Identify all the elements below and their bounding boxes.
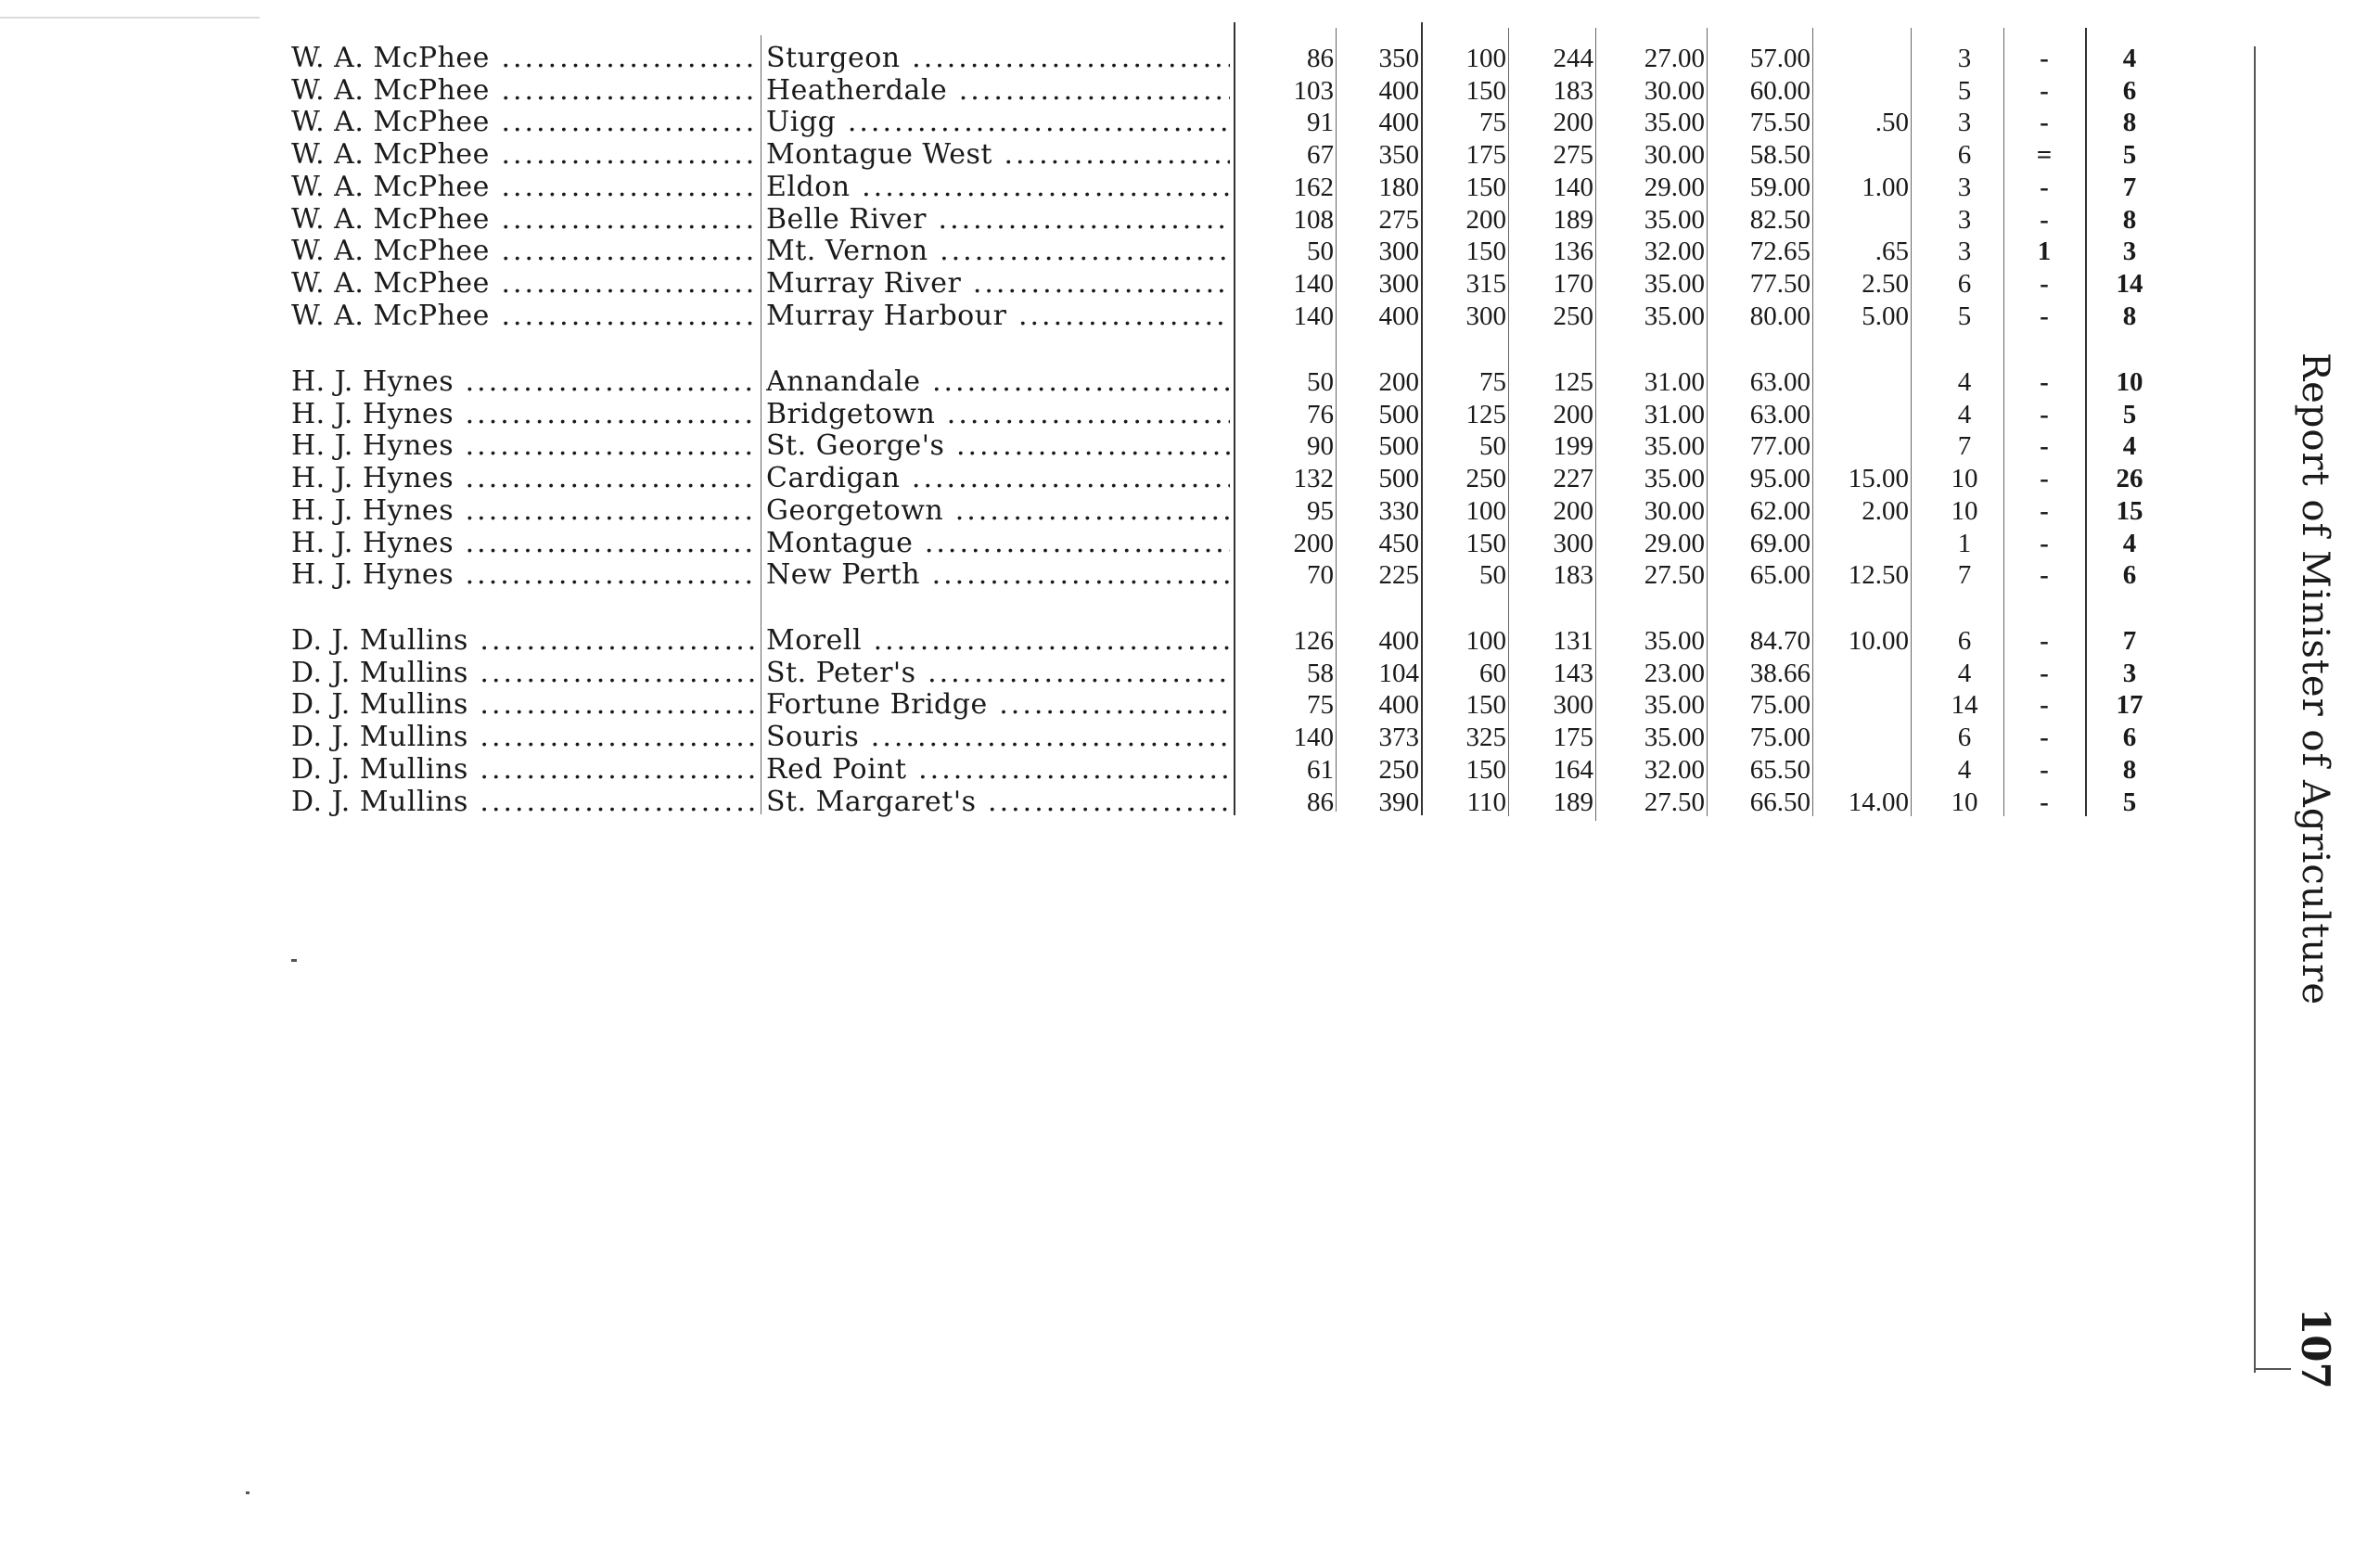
cell-c1: 58 bbox=[1307, 659, 1334, 688]
table-row bbox=[0, 172, 2380, 203]
cell-c2: 373 bbox=[1378, 723, 1419, 752]
cell-c10: 17 bbox=[2116, 690, 2143, 720]
cell-c6: 63.00 bbox=[1749, 400, 1811, 429]
cell-c7: 14.00 bbox=[1848, 787, 1909, 817]
cell-c1: 86 bbox=[1307, 44, 1334, 73]
cell-c6: 58.50 bbox=[1749, 140, 1811, 170]
table-row bbox=[0, 204, 2380, 236]
cell-c4: 300 bbox=[1553, 690, 1593, 720]
cell-c6: 62.00 bbox=[1749, 496, 1811, 526]
cell-c8: 4 bbox=[1957, 400, 1972, 429]
cell-c9: - bbox=[2040, 301, 2049, 331]
place-name: Eldon ..... bbox=[766, 172, 1230, 203]
place-name: Montague West ..... bbox=[766, 139, 1230, 171]
column-rule bbox=[2003, 28, 2004, 816]
cell-c9: - bbox=[2040, 205, 2049, 235]
cell-c3: 315 bbox=[1465, 269, 1506, 299]
column-rule bbox=[2085, 28, 2087, 816]
cell-c7: 5.00 bbox=[1862, 301, 1909, 331]
cell-c2: 350 bbox=[1378, 44, 1419, 73]
cell-c8: 3 bbox=[1957, 108, 1972, 137]
cell-c9: - bbox=[2040, 269, 2049, 299]
place-name: Annandale ..... bbox=[766, 366, 1230, 398]
cell-c10: 5 bbox=[2122, 140, 2137, 170]
inspector-name: W. A. McPhee ..... bbox=[291, 236, 755, 267]
column-rule bbox=[1234, 22, 1235, 815]
cell-c9: - bbox=[2040, 755, 2049, 785]
place-name: Mt. Vernon ..... bbox=[766, 236, 1230, 267]
inspector-name: H. J. Hynes ..... bbox=[291, 463, 755, 494]
table-row bbox=[0, 689, 2380, 721]
cell-c7: .65 bbox=[1875, 237, 1909, 266]
cell-c7: 2.00 bbox=[1862, 496, 1909, 526]
cell-c3: 150 bbox=[1465, 173, 1506, 202]
cell-c5: 30.00 bbox=[1644, 76, 1705, 106]
cell-c4: 136 bbox=[1553, 237, 1593, 266]
place-name: St. Peter's ..... bbox=[766, 658, 1230, 689]
cell-c6: 84.70 bbox=[1749, 626, 1811, 656]
cell-c6: 38.66 bbox=[1749, 659, 1811, 688]
cell-c2: 500 bbox=[1378, 400, 1419, 429]
cell-c5: 35.00 bbox=[1644, 723, 1705, 752]
cell-c5: 35.00 bbox=[1644, 108, 1705, 137]
cell-c7: 1.00 bbox=[1862, 173, 1909, 202]
cell-c1: 50 bbox=[1307, 367, 1334, 397]
cell-c6: 57.00 bbox=[1749, 44, 1811, 73]
cell-c1: 95 bbox=[1307, 496, 1334, 526]
table-row bbox=[0, 139, 2380, 171]
place-name: Souris ..... bbox=[766, 722, 1230, 753]
cell-c3: 110 bbox=[1466, 787, 1506, 817]
cell-c5: 35.00 bbox=[1644, 431, 1705, 461]
place-name: Uigg ..... bbox=[766, 107, 1230, 138]
place-name: Morell ..... bbox=[766, 625, 1230, 657]
inspector-name: D. J. Mullins ..... bbox=[291, 625, 755, 657]
cell-c4: 131 bbox=[1553, 626, 1593, 656]
cell-c8: 10 bbox=[1951, 496, 1978, 526]
cell-c3: 50 bbox=[1479, 431, 1506, 461]
cell-c9: - bbox=[2040, 44, 2049, 73]
cell-c2: 300 bbox=[1378, 269, 1419, 299]
cell-c10: 6 bbox=[2122, 76, 2137, 106]
cell-c1: 90 bbox=[1307, 431, 1334, 461]
cell-c6: 65.50 bbox=[1749, 755, 1811, 785]
cell-c3: 150 bbox=[1465, 690, 1506, 720]
cell-c7: 10.00 bbox=[1848, 626, 1909, 656]
place-name: Montague ..... bbox=[766, 528, 1230, 559]
cell-c8: 4 bbox=[1957, 755, 1972, 785]
inspector-name: H. J. Hynes ..... bbox=[291, 559, 755, 591]
cell-c6: 77.00 bbox=[1749, 431, 1811, 461]
running-title: Report of Minister of Agriculture bbox=[2294, 352, 2336, 1005]
cell-c2: 250 bbox=[1378, 755, 1419, 785]
table-row bbox=[0, 625, 2380, 657]
cell-c6: 75.00 bbox=[1749, 690, 1811, 720]
cell-c5: 35.00 bbox=[1644, 690, 1705, 720]
cell-c3: 150 bbox=[1465, 237, 1506, 266]
cell-c2: 350 bbox=[1378, 140, 1419, 170]
cell-c3: 100 bbox=[1465, 626, 1506, 656]
place-name: Georgetown ..... bbox=[766, 495, 1230, 527]
cell-c5: 35.00 bbox=[1644, 301, 1705, 331]
cell-c5: 35.00 bbox=[1644, 205, 1705, 235]
cell-c4: 170 bbox=[1553, 269, 1593, 299]
table-row bbox=[0, 559, 2380, 591]
cell-c3: 100 bbox=[1465, 44, 1506, 73]
cell-c8: 3 bbox=[1957, 44, 1972, 73]
cell-c5: 23.00 bbox=[1644, 659, 1705, 688]
cell-c10: 6 bbox=[2122, 560, 2137, 590]
cell-c2: 400 bbox=[1378, 76, 1419, 106]
cell-c10: 10 bbox=[2116, 367, 2143, 397]
cell-c1: 140 bbox=[1293, 723, 1334, 752]
column-rule bbox=[1812, 28, 1813, 816]
cell-c10: 7 bbox=[2122, 626, 2137, 656]
cell-c9: - bbox=[2040, 659, 2049, 688]
cell-c4: 200 bbox=[1553, 400, 1593, 429]
place-name: Heatherdale ..... bbox=[766, 75, 1230, 107]
cell-c8: 6 bbox=[1957, 723, 1972, 752]
place-name: Cardigan ..... bbox=[766, 463, 1230, 494]
cell-c1: 103 bbox=[1293, 76, 1334, 106]
cell-c6: 59.00 bbox=[1749, 173, 1811, 202]
cell-c8: 5 bbox=[1957, 76, 1972, 106]
inspector-name: D. J. Mullins ..... bbox=[291, 689, 755, 721]
cell-c2: 104 bbox=[1378, 659, 1419, 688]
place-name: Sturgeon ..... bbox=[766, 43, 1230, 74]
cell-c3: 150 bbox=[1465, 76, 1506, 106]
cell-c4: 175 bbox=[1553, 723, 1593, 752]
table-row bbox=[0, 528, 2380, 559]
page-number: 107 bbox=[2293, 1308, 2338, 1389]
cell-c4: 199 bbox=[1553, 431, 1593, 461]
cell-c3: 175 bbox=[1465, 140, 1506, 170]
cell-c3: 60 bbox=[1479, 659, 1506, 688]
cell-c6: 80.00 bbox=[1749, 301, 1811, 331]
inspector-name: D. J. Mullins ..... bbox=[291, 722, 755, 753]
inspector-name: H. J. Hynes ..... bbox=[291, 430, 755, 462]
cell-c6: 69.00 bbox=[1749, 529, 1811, 558]
inspector-name: W. A. McPhee ..... bbox=[291, 139, 755, 171]
cell-c2: 400 bbox=[1378, 301, 1419, 331]
cell-c1: 70 bbox=[1307, 560, 1334, 590]
cell-c1: 200 bbox=[1293, 529, 1334, 558]
cell-c3: 75 bbox=[1479, 108, 1506, 137]
cell-c6: 75.50 bbox=[1749, 108, 1811, 137]
inspector-name: H. J. Hynes ..... bbox=[291, 366, 755, 398]
place-name: New Perth ..... bbox=[766, 559, 1230, 591]
cell-c9: - bbox=[2040, 787, 2049, 817]
cell-c2: 300 bbox=[1378, 237, 1419, 266]
cell-c10: 8 bbox=[2122, 755, 2137, 785]
cell-c1: 162 bbox=[1293, 173, 1334, 202]
table-row bbox=[0, 430, 2380, 462]
cell-c3: 150 bbox=[1465, 529, 1506, 558]
table-row bbox=[0, 236, 2380, 267]
cell-c8: 10 bbox=[1951, 787, 1978, 817]
place-name: Fortune Bridge ..... bbox=[766, 689, 1230, 721]
cell-c1: 132 bbox=[1293, 464, 1334, 493]
cell-c6: 95.00 bbox=[1749, 464, 1811, 493]
cell-c10: 8 bbox=[2122, 205, 2137, 235]
cell-c10: 15 bbox=[2116, 496, 2143, 526]
table-row bbox=[0, 399, 2380, 430]
cell-c4: 244 bbox=[1553, 44, 1593, 73]
column-rule bbox=[1911, 28, 1912, 816]
cell-c2: 225 bbox=[1378, 560, 1419, 590]
cell-c5: 31.00 bbox=[1644, 367, 1705, 397]
cell-c8: 3 bbox=[1957, 237, 1972, 266]
cell-c7: 15.00 bbox=[1848, 464, 1909, 493]
cell-c10: 5 bbox=[2122, 787, 2137, 817]
cell-c9: - bbox=[2040, 690, 2049, 720]
cell-c4: 183 bbox=[1553, 560, 1593, 590]
cell-c8: 4 bbox=[1957, 659, 1972, 688]
cell-c5: 32.00 bbox=[1644, 755, 1705, 785]
cell-c10: 4 bbox=[2122, 44, 2137, 73]
cell-c10: 26 bbox=[2116, 464, 2143, 493]
cell-c9: = bbox=[2036, 140, 2053, 170]
cell-c9: - bbox=[2040, 496, 2049, 526]
cell-c9: - bbox=[2040, 529, 2049, 558]
cell-c9: - bbox=[2040, 367, 2049, 397]
cell-c10: 4 bbox=[2122, 529, 2137, 558]
cell-c3: 325 bbox=[1465, 723, 1506, 752]
column-rule bbox=[1707, 28, 1708, 816]
cell-c3: 50 bbox=[1479, 560, 1506, 590]
table-row bbox=[0, 75, 2380, 107]
place-name: Bridgetown ..... bbox=[766, 399, 1230, 430]
cell-c1: 61 bbox=[1307, 755, 1334, 785]
cell-c6: 65.00 bbox=[1749, 560, 1811, 590]
place-name: Red Point ..... bbox=[766, 754, 1230, 786]
cell-c6: 75.00 bbox=[1749, 723, 1811, 752]
cell-c4: 275 bbox=[1553, 140, 1593, 170]
place-name: St. Margaret's ..... bbox=[766, 787, 1230, 818]
table-row bbox=[0, 366, 2380, 398]
cell-c9: - bbox=[2040, 723, 2049, 752]
cell-c8: 6 bbox=[1957, 269, 1972, 299]
table-row bbox=[0, 43, 2380, 74]
cell-c3: 150 bbox=[1465, 755, 1506, 785]
table-row bbox=[0, 495, 2380, 527]
cell-c9: - bbox=[2040, 431, 2049, 461]
inspector-name: W. A. McPhee ..... bbox=[291, 204, 755, 236]
cell-c10: 8 bbox=[2122, 108, 2137, 137]
cell-c6: 63.00 bbox=[1749, 367, 1811, 397]
cell-c4: 143 bbox=[1553, 659, 1593, 688]
cell-c10: 14 bbox=[2116, 269, 2143, 299]
cell-c9: - bbox=[2040, 400, 2049, 429]
place-name: Murray River ..... bbox=[766, 268, 1230, 300]
cell-c5: 30.00 bbox=[1644, 496, 1705, 526]
cell-c7: .50 bbox=[1875, 108, 1909, 137]
table-row bbox=[0, 754, 2380, 786]
inspector-name: H. J. Hynes ..... bbox=[291, 495, 755, 527]
cell-c9: - bbox=[2040, 464, 2049, 493]
cell-c1: 50 bbox=[1307, 237, 1334, 266]
cell-c2: 200 bbox=[1378, 367, 1419, 397]
inspector-name: W. A. McPhee ..... bbox=[291, 43, 755, 74]
cell-c3: 125 bbox=[1465, 400, 1506, 429]
cell-c5: 35.00 bbox=[1644, 626, 1705, 656]
cell-c4: 183 bbox=[1553, 76, 1593, 106]
cell-c3: 75 bbox=[1479, 367, 1506, 397]
cell-c5: 29.00 bbox=[1644, 173, 1705, 202]
cell-c10: 3 bbox=[2122, 659, 2137, 688]
cell-c10: 7 bbox=[2122, 173, 2137, 202]
inspector-name: W. A. McPhee ..... bbox=[291, 301, 755, 332]
cell-c9: - bbox=[2040, 173, 2049, 202]
table-row bbox=[0, 787, 2380, 818]
cell-c8: 3 bbox=[1957, 205, 1972, 235]
column-rule bbox=[1508, 28, 1509, 816]
cell-c3: 200 bbox=[1465, 205, 1506, 235]
cell-c7: 2.50 bbox=[1862, 269, 1909, 299]
cell-c10: 8 bbox=[2122, 301, 2137, 331]
cell-c8: 3 bbox=[1957, 173, 1972, 202]
cell-c5: 31.00 bbox=[1644, 400, 1705, 429]
cell-c4: 140 bbox=[1553, 173, 1593, 202]
cell-c4: 200 bbox=[1553, 496, 1593, 526]
cell-c5: 35.00 bbox=[1644, 464, 1705, 493]
cell-c1: 75 bbox=[1307, 690, 1334, 720]
cell-c10: 5 bbox=[2122, 400, 2137, 429]
inspector-name: W. A. McPhee ..... bbox=[291, 107, 755, 138]
cell-c2: 450 bbox=[1378, 529, 1419, 558]
cell-c4: 189 bbox=[1553, 205, 1593, 235]
cell-c5: 29.00 bbox=[1644, 529, 1705, 558]
cell-c4: 250 bbox=[1553, 301, 1593, 331]
column-rule bbox=[1421, 22, 1423, 815]
scan-speck bbox=[291, 959, 297, 962]
table-row bbox=[0, 463, 2380, 494]
cell-c5: 32.00 bbox=[1644, 237, 1705, 266]
cell-c5: 30.00 bbox=[1644, 140, 1705, 170]
cell-c1: 67 bbox=[1307, 140, 1334, 170]
inspector-name: W. A. McPhee ..... bbox=[291, 75, 755, 107]
cell-c1: 108 bbox=[1293, 205, 1334, 235]
cell-c3: 100 bbox=[1465, 496, 1506, 526]
cell-c3: 250 bbox=[1465, 464, 1506, 493]
cell-c5: 35.00 bbox=[1644, 269, 1705, 299]
cell-c2: 400 bbox=[1378, 626, 1419, 656]
inspector-name: D. J. Mullins ..... bbox=[291, 754, 755, 786]
cell-c6: 60.00 bbox=[1749, 76, 1811, 106]
cell-c2: 400 bbox=[1378, 108, 1419, 137]
cell-c3: 300 bbox=[1465, 301, 1506, 331]
inspector-name: W. A. McPhee ..... bbox=[291, 268, 755, 300]
table-row bbox=[0, 658, 2380, 689]
cell-c9: - bbox=[2040, 76, 2049, 106]
cell-c1: 76 bbox=[1307, 400, 1334, 429]
cell-c8: 5 bbox=[1957, 301, 1972, 331]
cell-c4: 189 bbox=[1553, 787, 1593, 817]
cell-c10: 3 bbox=[2122, 237, 2137, 266]
cell-c8: 10 bbox=[1951, 464, 1978, 493]
place-name: Belle River ..... bbox=[766, 204, 1230, 236]
cell-c8: 1 bbox=[1957, 529, 1972, 558]
cell-c5: 27.50 bbox=[1644, 560, 1705, 590]
cell-c6: 72.65 bbox=[1749, 237, 1811, 266]
cell-c10: 4 bbox=[2122, 431, 2137, 461]
inspector-name: H. J. Hynes ..... bbox=[291, 399, 755, 430]
cell-c2: 500 bbox=[1378, 431, 1419, 461]
cell-c2: 275 bbox=[1378, 205, 1419, 235]
cell-c9: - bbox=[2040, 626, 2049, 656]
cell-c6: 82.50 bbox=[1749, 205, 1811, 235]
cell-c8: 7 bbox=[1957, 431, 1972, 461]
inspector-name: H. J. Hynes ..... bbox=[291, 528, 755, 559]
cell-c8: 4 bbox=[1957, 367, 1972, 397]
cell-c2: 400 bbox=[1378, 690, 1419, 720]
cell-c1: 91 bbox=[1307, 108, 1334, 137]
cell-c8: 6 bbox=[1957, 140, 1972, 170]
cell-c1: 86 bbox=[1307, 787, 1334, 817]
cell-c2: 330 bbox=[1378, 496, 1419, 526]
cell-c7: 12.50 bbox=[1848, 560, 1909, 590]
cell-c6: 77.50 bbox=[1749, 269, 1811, 299]
cell-c2: 390 bbox=[1378, 787, 1419, 817]
column-rule bbox=[1336, 28, 1337, 812]
cell-c9: - bbox=[2040, 108, 2049, 137]
cell-c4: 300 bbox=[1553, 529, 1593, 558]
cell-c8: 7 bbox=[1957, 560, 1972, 590]
cell-c4: 200 bbox=[1553, 108, 1593, 137]
table-row bbox=[0, 301, 2380, 332]
cell-c2: 180 bbox=[1378, 173, 1419, 202]
cell-c1: 140 bbox=[1293, 269, 1334, 299]
place-name: Murray Harbour ..... bbox=[766, 301, 1230, 332]
cell-c1: 126 bbox=[1293, 626, 1334, 656]
table-row bbox=[0, 722, 2380, 753]
cell-c4: 125 bbox=[1553, 367, 1593, 397]
cell-c10: 6 bbox=[2122, 723, 2137, 752]
column-rule bbox=[1595, 28, 1596, 821]
cell-c2: 500 bbox=[1378, 464, 1419, 493]
cell-c6: 66.50 bbox=[1749, 787, 1811, 817]
cell-c8: 14 bbox=[1951, 690, 1978, 720]
scan-speck bbox=[246, 1491, 250, 1494]
cell-c5: 27.50 bbox=[1644, 787, 1705, 817]
cell-c8: 6 bbox=[1957, 626, 1972, 656]
cell-c1: 140 bbox=[1293, 301, 1334, 331]
place-name: St. George's ..... bbox=[766, 430, 1230, 462]
inspector-name: D. J. Mullins ..... bbox=[291, 658, 755, 689]
margin-rule bbox=[2254, 46, 2256, 1373]
inspector-name: W. A. McPhee ..... bbox=[291, 172, 755, 203]
cell-c9: - bbox=[2040, 560, 2049, 590]
table-row bbox=[0, 107, 2380, 138]
cell-c4: 227 bbox=[1553, 464, 1593, 493]
scan-edge-line bbox=[0, 17, 260, 19]
cell-c9: 1 bbox=[2037, 237, 2052, 266]
cell-c5: 27.00 bbox=[1644, 44, 1705, 73]
inspector-name: D. J. Mullins ..... bbox=[291, 787, 755, 818]
table-row bbox=[0, 268, 2380, 300]
cell-c4: 164 bbox=[1553, 755, 1593, 785]
